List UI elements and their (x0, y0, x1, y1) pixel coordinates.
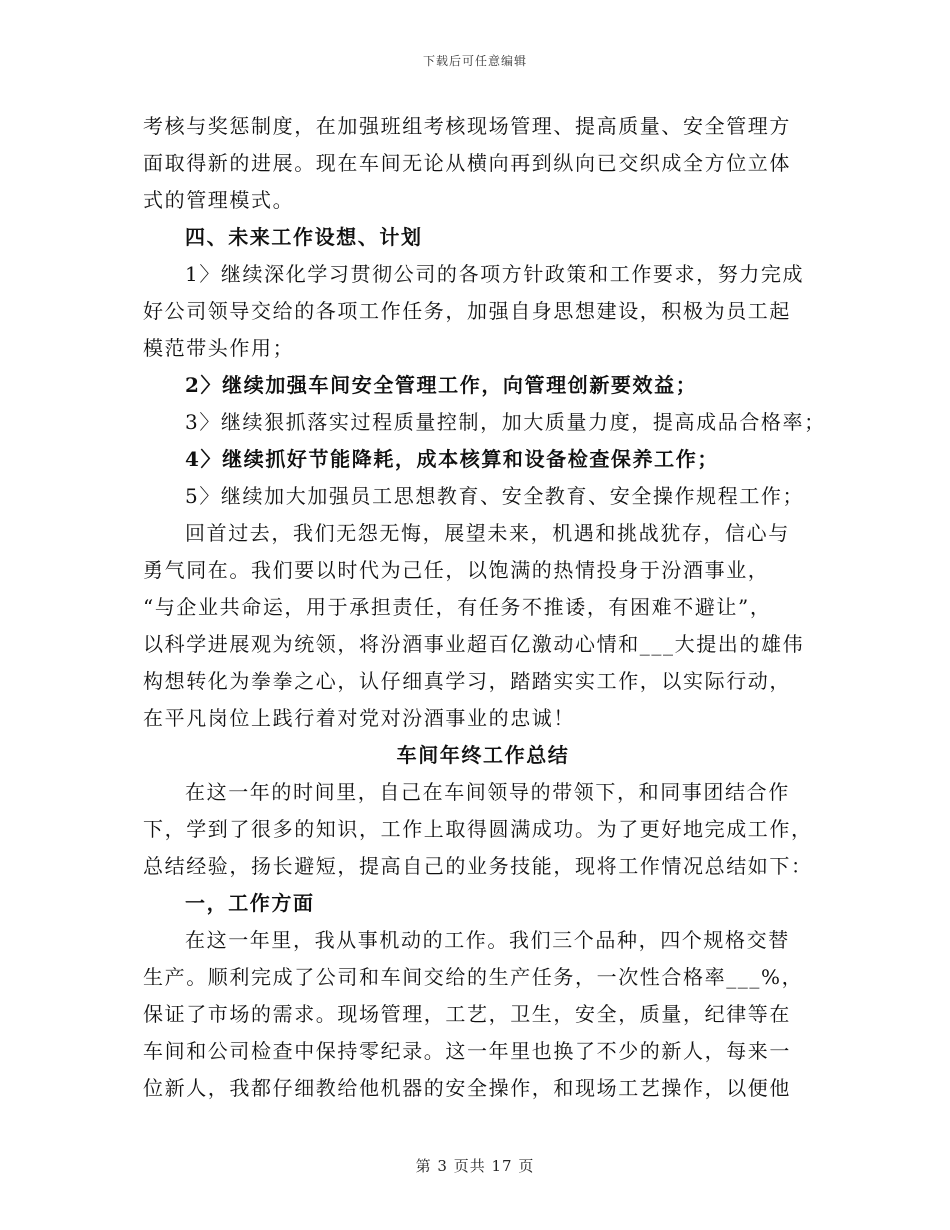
text-line: 面取得新的进展。现在车间无论从横向再到纵向已交织成全方位立体 (143, 151, 791, 175)
text-line: 总结经验，扬长避短，提高自己的业务技能，现将工作情况总结如下： (143, 854, 813, 878)
text-line: 在这一年的时间里，自己在车间领导的带领下，和同事团结合作 (185, 780, 790, 804)
section-title: 车间年终工作总结 (396, 743, 570, 767)
text-line: 5〉继续加大加强员工思想教育、安全教育、安全操作规程工作； (185, 484, 805, 508)
heading-line: 4〉继续抓好节能降耗，成本核算和设备检查保养工作； (185, 447, 719, 471)
text-line: 保证了市场的需求。现场管理，工艺，卫生，安全，质量，纪律等在 (143, 1002, 791, 1026)
text-line: 生产。顺利完成了公司和车间交给的生产任务，一次性合格率___%， (143, 965, 804, 989)
text-line: 以科学进展观为统领，将汾酒事业超百亿激动心情和___大提出的雄伟 (143, 632, 805, 656)
text-line: 位新人，我都仔细教给他机器的安全操作，和现场工艺操作，以便他 (143, 1076, 791, 1100)
text-line: 回首过去，我们无怨无悔，展望未来，机遇和挑战犹存，信心与 (185, 521, 790, 545)
text-line: 好公司领导交给的各项工作任务，加强自身思想建设，积极为员工起 (143, 299, 791, 323)
text-line: 3〉继续狠抓落实过程质量控制，加大质量力度，提高成品合格率； (185, 410, 826, 434)
text-line: 在平凡岗位上践行着对党对汾酒事业的忠诚！ (143, 706, 575, 730)
text-line: 式的管理模式。 (143, 188, 295, 212)
header-note: 下载后可任意编辑 (422, 54, 527, 68)
text-line: “与企业共命运，用于承担责任，有任务不推诿，有困难不避让”， (143, 595, 772, 619)
text-line: 考核与奖惩制度，在加强班组考核现场管理、提高质量、安全管理方 (143, 114, 791, 138)
heading-line: 四、未来工作设想、计划 (185, 225, 423, 249)
text-line: 在这一年里，我从事机动的工作。我们三个品种，四个规格交替 (185, 928, 790, 952)
text-line: 车间和公司检查中保持零纪录。这一年里也换了不少的新人，每来一 (143, 1039, 791, 1063)
heading-line: 2〉继续加强车间安全管理工作，向管理创新要效益； (185, 373, 698, 397)
text-line: 下，学到了很多的知识，工作上取得圆满成功。为了更好地完成工作， (143, 817, 813, 841)
heading-line: 一，工作方面 (185, 891, 315, 915)
text-line: 构想转化为拳拳之心，认仔细真学习，踏踏实实工作，以实际行动， (143, 669, 791, 693)
text-line: 勇气同在。我们要以时代为己任，以饱满的热情投身于汾酒事业， (143, 558, 770, 582)
page-number: 第 3 页共 17 页 (415, 1157, 535, 1175)
document-body (143, 108, 826, 1107)
text-line: 1〉继续深化学习贯彻公司的各项方针政策和工作要求，努力完成 (185, 262, 805, 286)
text-line: 模范带头作用； (143, 336, 295, 360)
